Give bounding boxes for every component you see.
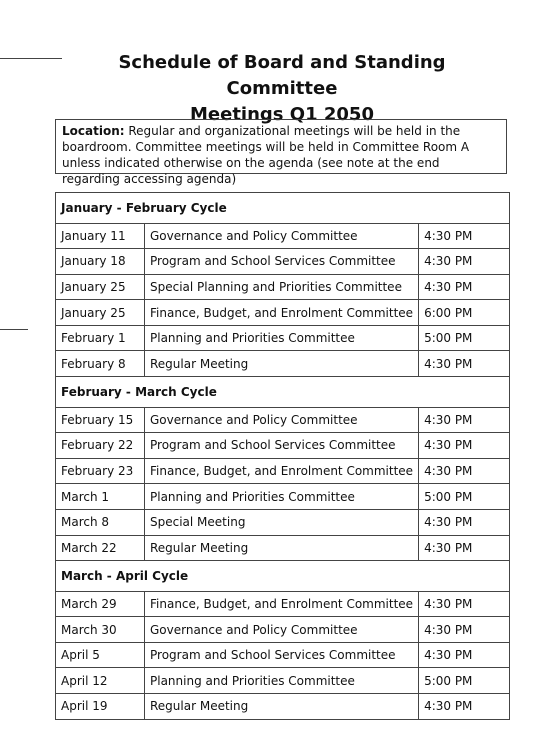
table-row (56, 694, 510, 720)
meeting-date: February 22 (56, 433, 145, 459)
meeting-name: Planning and Priorities Committee (145, 484, 419, 510)
table-row (56, 458, 510, 484)
table-row (56, 274, 510, 300)
meeting-time: 4:30 PM (419, 249, 510, 275)
cycle-heading: March - April Cycle (56, 561, 510, 592)
meeting-date: January 25 (56, 300, 145, 326)
table-row (56, 325, 510, 351)
cycle-heading-row (56, 377, 510, 408)
table-row (56, 351, 510, 377)
meeting-time: 4:30 PM (419, 642, 510, 668)
meeting-time: 4:30 PM (419, 535, 510, 561)
meeting-date: January 18 (56, 249, 145, 275)
meeting-name: Governance and Policy Committee (145, 617, 419, 643)
title-line: Schedule of Board and Standing Committee (118, 52, 446, 99)
table-row (56, 617, 510, 643)
meeting-date: January 25 (56, 274, 145, 300)
meeting-date: February 1 (56, 325, 145, 351)
meeting-name: Planning and Priorities Committee (145, 668, 419, 694)
meeting-time: 4:30 PM (419, 223, 510, 249)
table-row (56, 300, 510, 326)
meeting-date: January 11 (56, 223, 145, 249)
meeting-date: February 23 (56, 458, 145, 484)
location-label: Location: (62, 124, 125, 138)
meeting-name: Governance and Policy Committee (145, 223, 419, 249)
meeting-name: Special Meeting (145, 509, 419, 535)
meeting-name: Governance and Policy Committee (145, 407, 419, 433)
meeting-date: March 22 (56, 535, 145, 561)
meeting-time: 5:00 PM (419, 325, 510, 351)
meeting-date: March 29 (56, 591, 145, 617)
location-text: Regular and organizational meetings will be held in the boardroom. Committee meetings will be held in Committee Room A unless indicated otherwise on the agenda (see note at the end regarding accessing agenda) (62, 124, 470, 186)
meeting-date: April 5 (56, 642, 145, 668)
meeting-time: 4:30 PM (419, 458, 510, 484)
table-row (56, 407, 510, 433)
meeting-time: 5:00 PM (419, 668, 510, 694)
cycle-heading-row (56, 561, 510, 592)
meeting-time: 4:30 PM (419, 591, 510, 617)
table-row (56, 433, 510, 459)
meeting-date: March 1 (56, 484, 145, 510)
table-row (56, 223, 510, 249)
meeting-time: 5:00 PM (419, 484, 510, 510)
meeting-date: March 30 (56, 617, 145, 643)
meeting-time: 6:00 PM (419, 300, 510, 326)
table-row (56, 249, 510, 275)
meeting-name: Planning and Priorities Committee (145, 325, 419, 351)
meeting-name: Regular Meeting (145, 694, 419, 720)
meeting-name: Program and School Services Committee (145, 249, 419, 275)
table-row (56, 668, 510, 694)
meeting-date: February 15 (56, 407, 145, 433)
meeting-time: 4:30 PM (419, 617, 510, 643)
meeting-name: Finance, Budget, and Enrolment Committee (145, 458, 419, 484)
margin-rule (0, 58, 62, 59)
meeting-time: 4:30 PM (419, 433, 510, 459)
page-title (60, 50, 504, 128)
meeting-date: February 8 (56, 351, 145, 377)
meeting-name: Program and School Services Committee (145, 642, 419, 668)
meeting-time: 4:30 PM (419, 407, 510, 433)
meeting-time: 4:30 PM (419, 509, 510, 535)
meeting-name: Special Planning and Priorities Committee (145, 274, 419, 300)
schedule-table (55, 192, 510, 720)
table-row (56, 591, 510, 617)
title-line: Meetings Q1 2050 (190, 104, 374, 125)
table-row (56, 535, 510, 561)
meeting-name: Program and School Services Committee (145, 433, 419, 459)
meeting-time: 4:30 PM (419, 694, 510, 720)
meeting-time: 4:30 PM (419, 351, 510, 377)
cycle-heading: January - February Cycle (56, 193, 510, 224)
location-note (55, 119, 507, 186)
table-row (56, 509, 510, 535)
meeting-name: Regular Meeting (145, 535, 419, 561)
meeting-name: Finance, Budget, and Enrolment Committee (145, 300, 419, 326)
meeting-name: Finance, Budget, and Enrolment Committee (145, 591, 419, 617)
cycle-heading: February - March Cycle (56, 377, 510, 408)
cycle-heading-row (56, 193, 510, 224)
meeting-name: Regular Meeting (145, 351, 419, 377)
meeting-date: March 8 (56, 509, 145, 535)
meeting-date: April 19 (56, 694, 145, 720)
table-row (56, 642, 510, 668)
meeting-date: April 12 (56, 668, 145, 694)
meeting-time: 4:30 PM (419, 274, 510, 300)
table-row (56, 484, 510, 510)
margin-rule (0, 329, 28, 330)
